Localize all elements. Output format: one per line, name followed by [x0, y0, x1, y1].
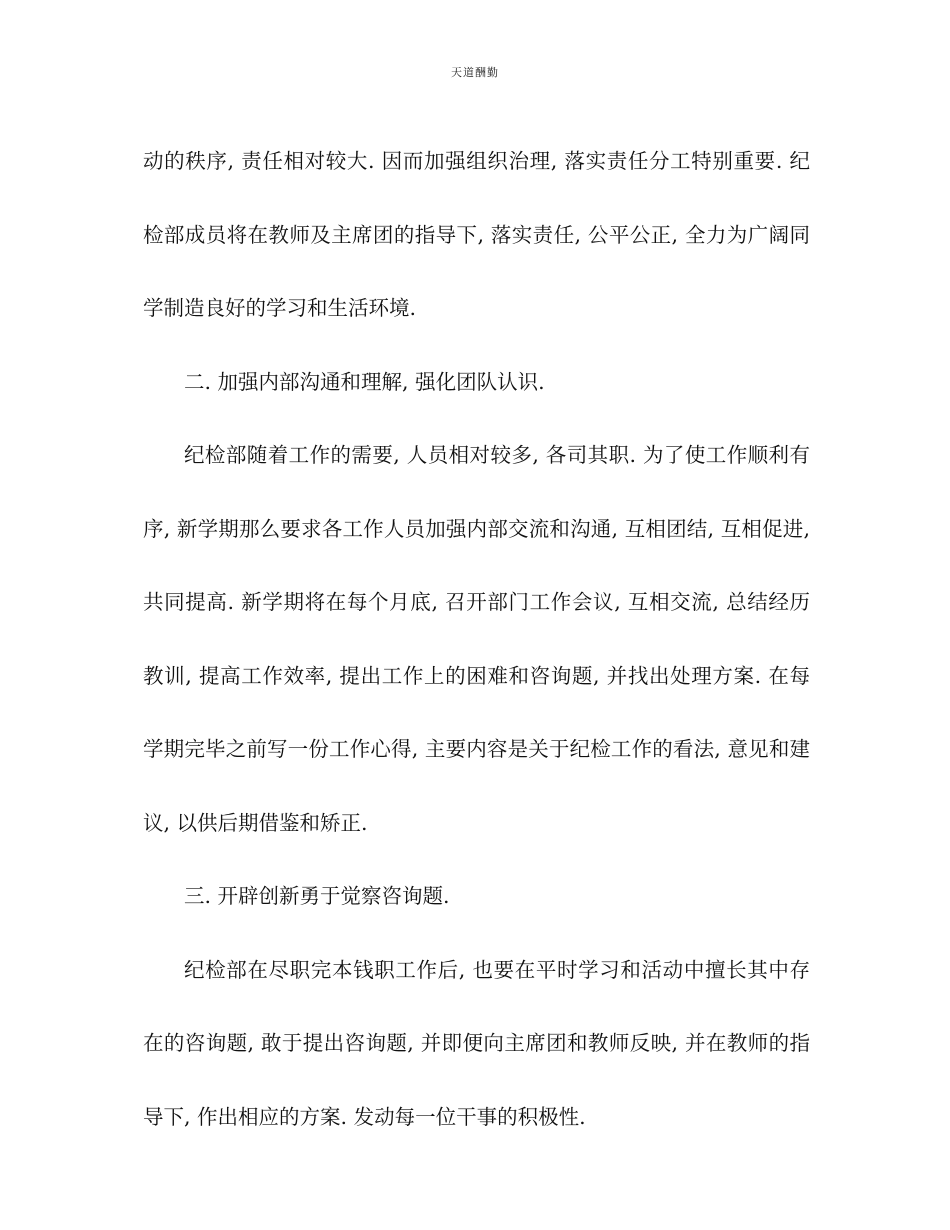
page-header: 天道酬勤 — [451, 66, 499, 79]
paragraph: 动的秩序, 责任相对较大. 因而加强组织治理, 落实责任分工特别重要. 纪检部成员将在教师及主席团的指导下, 落实责任, 公平公正, 全力为广阔同学制造良好的学习和生活环境. — [143, 149, 810, 320]
paragraph: 纪检部随着工作的需要, 人员相对较多, 各司其职. 为了使工作顺利有序, 新学期那么要求各工作人员加强内部交流和沟通, 互相团结, 互相促进, 共同提高. 新学期将在每个月底, 召开部门工作会议, 互相交流, 总结经历教训, 提高工作效率, 提出工作上的困难和咨询题, 并找出处理方案. 在每学期完毕之前写一份工作心得, 主要内容是关于纪检工作的看法, 意见和建议, 以供后期借鉴和矫正. — [143, 443, 810, 835]
section-heading: 三. 开辟创新勇于觉察咨询题. — [184, 884, 450, 908]
document-body — [143, 125, 810, 1154]
section-heading: 二. 加强内部沟通和理解, 强化团队认识. — [184, 369, 545, 394]
paragraph: 纪检部在尽职完本钱职工作后, 也要在平时学习和活动中擅长其中存在的咨询题, 敢于提出咨询题, 并即便向主席团和教师反映, 并在教师的指导下, 作出相应的方案. 发动每一位干事的积极性. — [143, 957, 810, 1129]
